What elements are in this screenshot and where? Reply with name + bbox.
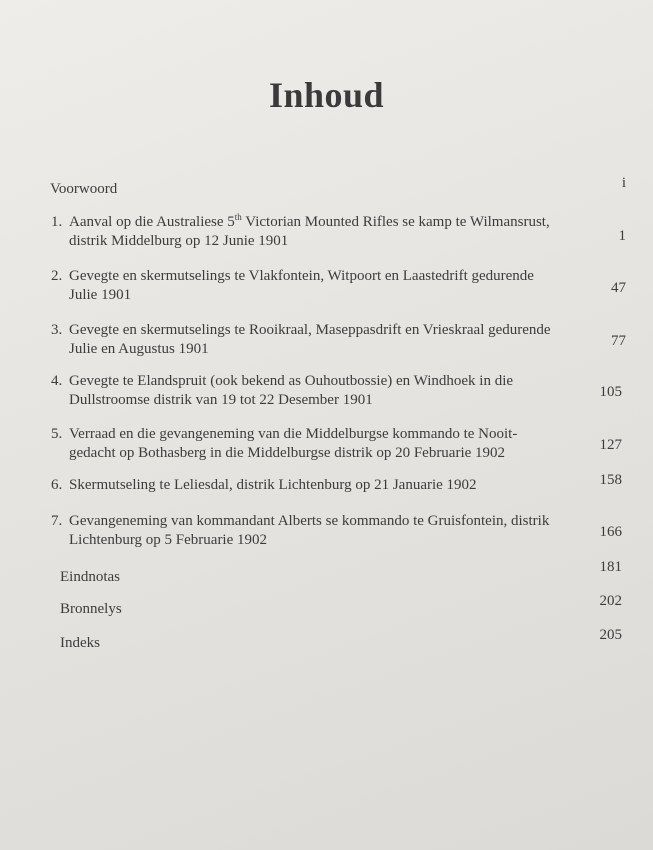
- toc-page-number: 1: [618, 228, 626, 244]
- toc-entry-label: Voorwoord: [50, 181, 118, 197]
- toc-entry-number: 7.: [51, 513, 63, 529]
- toc-entry-text: Victorian Mounted Rifles se kamp te Wilmansrust,: [241, 214, 550, 230]
- toc-entry-text-cont: distrik Middelburg op 12 Junie 1901: [69, 233, 289, 249]
- toc-entry-text: Gevegte en skermutselings te Rooikraal, Maseppasdrift en Vrieskraal gedurende: [69, 322, 551, 338]
- toc-entry-text: Gevegte en skermutselings te Vlakfontein, Witpoort en Laastedrift gedurende: [69, 268, 534, 284]
- toc-page-number: i: [621, 175, 626, 191]
- toc-entry-text: Gevegte te Elandspruit (ook bekend as Ouhoutbossie) en Windhoek in die: [69, 373, 514, 389]
- page-title: Inhoud: [268, 75, 385, 115]
- toc-entry-2: [51, 267, 534, 305]
- toc-entry-3: [51, 321, 551, 359]
- toc-page-number: 158: [599, 472, 622, 488]
- toc-entry-text-cont: Lichtenburg op 5 Februarie 1902: [69, 532, 268, 548]
- toc-entry-label: Indeks: [60, 635, 100, 651]
- toc-entry-number: 2.: [51, 268, 63, 284]
- toc-entry-voorwoord: [50, 180, 117, 199]
- toc-entry-5: [51, 425, 517, 463]
- toc-entry-6: [51, 476, 477, 495]
- toc-entry-number: 6.: [51, 477, 63, 493]
- toc-page-number: 127: [599, 437, 622, 453]
- toc-page-number: 181: [599, 559, 622, 575]
- toc-entry-text: Verraad en die gevangeneming van die Middelburgse kommando te Nooit-: [69, 426, 518, 442]
- toc-entry-1: [51, 213, 550, 251]
- toc-entry-7: [51, 512, 549, 550]
- toc-entry-text: Gevangeneming van kommandant Alberts se kommando te Gruisfontein, distrik: [69, 513, 550, 529]
- toc-entry-text-cont: Julie 1901: [69, 287, 132, 303]
- toc-page-number: 47: [611, 280, 626, 296]
- toc-entry-label: Bronnelys: [60, 601, 122, 617]
- toc-entry-number: 3.: [51, 322, 63, 338]
- toc-page-number: 166: [599, 524, 622, 540]
- toc-entry-number: 5.: [51, 426, 63, 442]
- toc-entry-text-cont: Dullstroomse distrik van 19 tot 22 Desember 1901: [69, 392, 373, 408]
- toc-entry-eindnotas: [60, 568, 120, 587]
- toc-page-number: 77: [611, 333, 626, 349]
- toc-entry-bronnelys: [60, 600, 122, 619]
- toc-page-number: 202: [599, 593, 622, 609]
- toc-entry-text-cont: Julie en Augustus 1901: [69, 341, 209, 357]
- toc-entry-number: 1.: [51, 214, 63, 230]
- toc-entry-number: 4.: [51, 373, 63, 389]
- toc-entry-text: Aanval op die Australiese 5: [69, 214, 235, 230]
- toc-entry-label: Eindnotas: [60, 569, 120, 585]
- toc-entry-indeks: [60, 634, 100, 653]
- toc-page-number: 205: [599, 627, 622, 643]
- toc-entry-superscript: th: [234, 212, 242, 222]
- toc-entry-text-cont: gedacht op Bothasberg in die Middelburgse distrik op 20 Februarie 1902: [69, 445, 506, 461]
- toc-entry-text: Skermutseling te Leliesdal, distrik Lichtenburg op 21 Januarie 1902: [69, 477, 477, 493]
- toc-page-number: 105: [599, 384, 622, 400]
- toc-entry-4: [51, 372, 513, 410]
